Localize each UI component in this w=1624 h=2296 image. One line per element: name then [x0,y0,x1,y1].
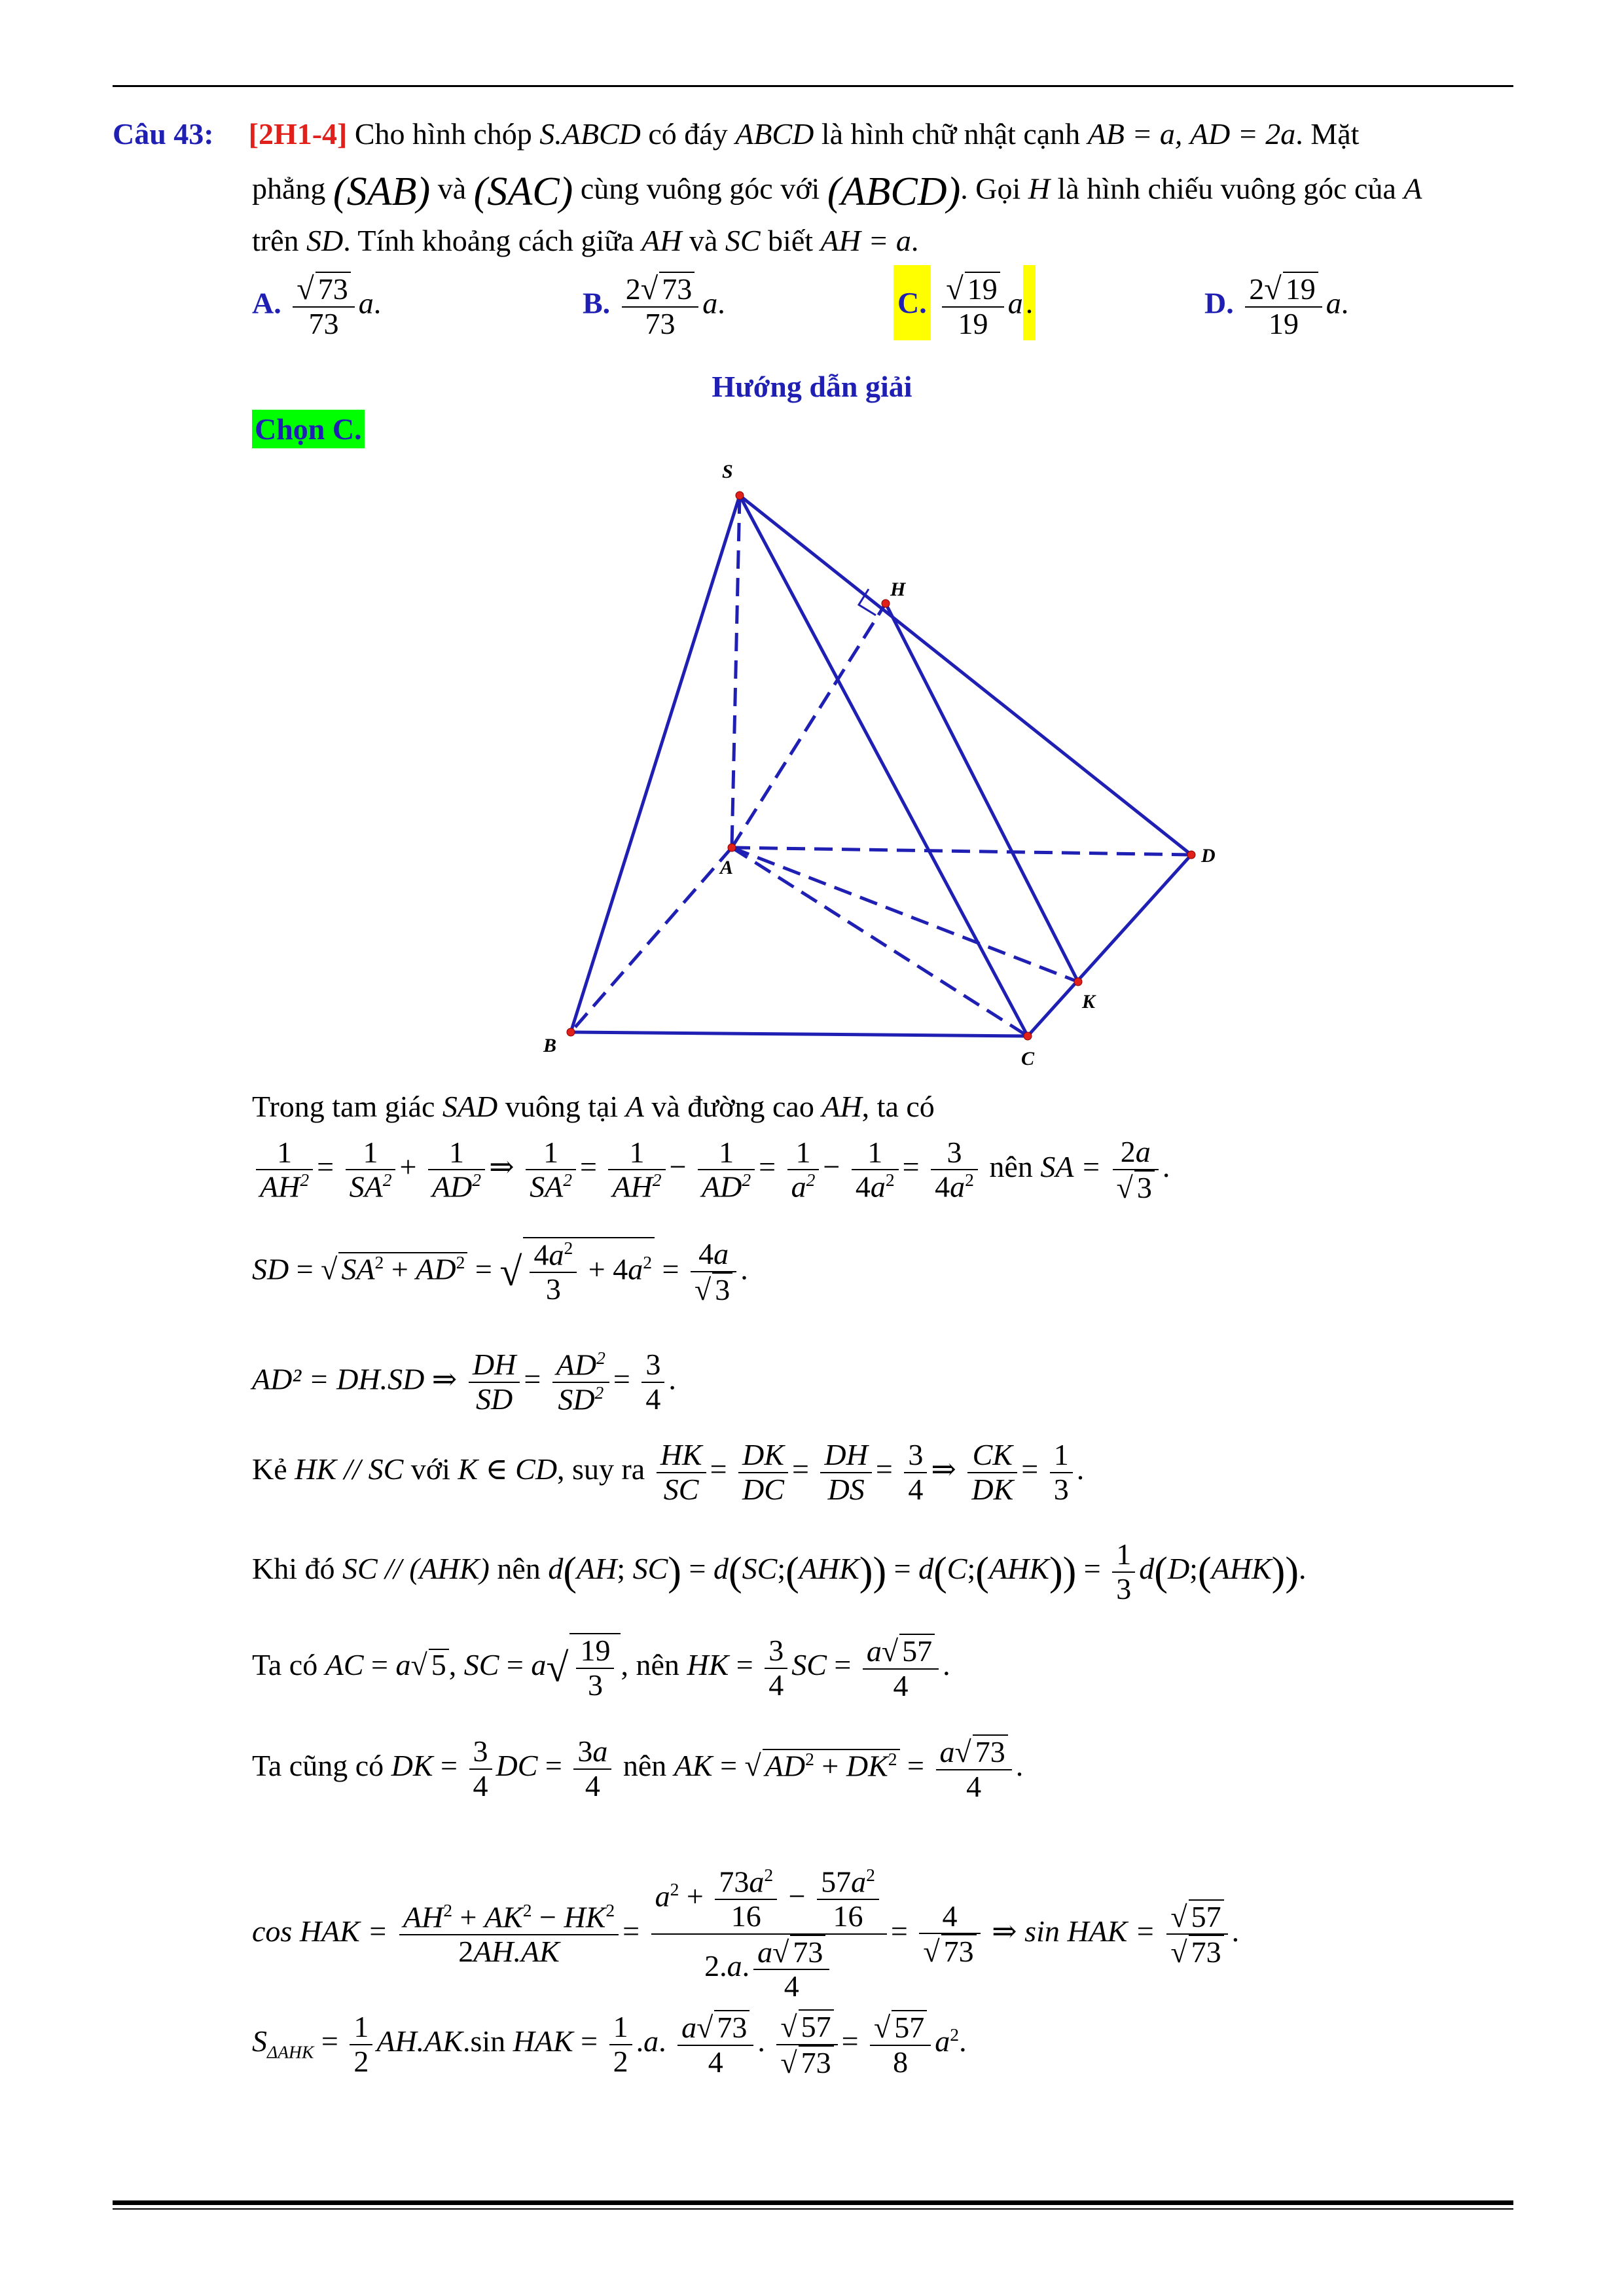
sol-text: , ta có [861,1090,935,1123]
option-var: a [1326,286,1341,320]
q-text: và [689,224,718,257]
q-text: biết [768,224,814,257]
sol-math: A [625,1090,644,1123]
label-H: H [890,579,906,600]
question-line-1 [113,119,1359,149]
solution-line-2: $\frac{1}{AH^2}$ = $\frac{1}{SA^2}$ + $\frac{1}{AD^2}$ ⇒ $\frac{1}{SA^2}$ = $\frac{1}{AH^2}$ − $\frac{1}{AD^2}$ = $\frac{1}{a^2}$ − $\frac{1}{4a^2}$ = $\frac{3}{4a^2}$ nên SA = $\frac{2a}{√ 3}$ . [252,1136,1170,1204]
solution-line-5: Kẻ HK // SC với K ∈ CD, suy ra $\frac{HK}{SC}$ = $\frac{DK}{DC}$ = $\frac{DH}{DS}$ = $\frac{3}{4}$ ⇒ $\frac{CK}{DK}$ = $\frac{1}{3}$ . [252,1438,1085,1506]
point-C [1024,1032,1032,1040]
q-math: AB = a, [1087,117,1183,151]
q-text: Cho hình chóp [354,117,532,151]
label-A: A [720,857,734,878]
solution-line-8: Ta cũng có DK = $\frac{3}{4}$ DC = $\frac{3a}{4}$ nên AK = √ $AD^2 + DK^2$ = $\frac{a√ 73}{4}$ . [252,1734,1024,1803]
q-text: là hình chiếu vuông góc của [1057,171,1396,206]
q-math: AH [641,224,682,257]
sol-math: SAD [442,1090,498,1123]
sol-text: nên [989,1150,1033,1184]
label-B: B [543,1035,557,1056]
option-fraction: $\frac{2√ 19}{19}$ [1245,272,1322,341]
option-fraction: $\frac{√ 73}{73}$ [293,272,355,341]
sol-math: ⇒ sin HAK = [992,1914,1155,1948]
edge-SA [732,495,740,848]
solution-line-9: cos HAK = $\frac{AH^2 + AK^2 - HK^2}{2AH.AK}$ = $a^2$ + $\frac{73a^2}{16}$ − $\frac{57a^2}{16}$ 2.a. $\frac{a√ 73}{4}$ = $\frac{4}{√ 73}$ ⇒ sin HAK = $\frac{√ 57}{√ 73}$ . [252,1865,1240,2003]
answer-label-wrap [252,414,365,444]
solution-line-3: SD = √ $SA^2 + AD^2$ = √ $\frac{4a^2}{3}$ + $4a^2$ = $\frac{4a}{√ 3}$ . [252,1237,748,1306]
bottom-rule [113,2200,1513,2205]
q-math: S.ABCD [539,117,641,151]
sol-math: ΔAHK [267,2041,314,2062]
q-text: . [911,224,919,257]
sol-text: Trong tam giác [252,1090,435,1123]
option-var: a [702,286,718,320]
q-text: trên [252,224,299,257]
point-H [882,600,890,607]
sol-text: Ta cũng có [252,1749,384,1783]
point-A [728,844,736,852]
sol-text: Ta có [252,1648,318,1682]
option-var: a [1007,286,1023,320]
option-letter: D. [1204,286,1234,320]
question-label: Câu 43: [113,117,214,151]
q-text: . Gọi [960,171,1021,206]
edge-AB [571,848,732,1032]
solution-line-7: Ta có AC = a√ 5, SC = a√ $\frac{19}{3}$ , nên HK = $\frac{3}{4}$ SC = $\frac{a√ 57}{4}$ . [252,1634,950,1702]
option-letter: C. [893,265,931,340]
sol-text: , suy ra [557,1452,645,1486]
sol-text: Kẻ [252,1452,287,1486]
sol-math: SC // (AHK) [342,1552,490,1586]
edge-CD [1028,855,1191,1036]
option-fraction: $\frac{2√ 73}{73}$ [622,272,699,341]
option-d: D. $\frac{2√ 19}{19}$ a. [1204,272,1349,341]
option-fraction: $\frac{√ 19}{19}$ [942,272,1004,341]
q-math: (SAB) [333,170,431,214]
q-text: là hình chữ nhật cạnh [821,117,1081,151]
edge-BC [571,1032,1028,1036]
solution-line-1 [252,1092,935,1122]
option-c: C. $\frac{√ 19}{19}$ a. [893,265,1036,370]
q-text: cùng vuông góc với [580,171,820,206]
sol-text: với [410,1452,450,1486]
sol-text: nên [623,1749,667,1783]
q-math: (ABCD) [827,170,961,214]
pyramid-figure [497,452,1257,1080]
edge-SB [571,495,740,1032]
question-tag: [2H1-4] [248,117,348,151]
edge-AK [732,848,1078,982]
edge-HK [886,603,1078,982]
label-D: D [1201,845,1216,867]
q-text: có đáy [648,117,728,151]
option-var: a [358,286,374,320]
sol-math: S [252,2024,267,2058]
sol-text: , nên [621,1648,679,1682]
sol-text: nên [497,1552,541,1586]
sol-math: AD² = DH.SD ⇒ [252,1362,458,1396]
sol-math: HK // SC [295,1452,404,1486]
sol-text: và đường cao [651,1090,814,1123]
label-C: C [1021,1048,1035,1069]
sol-math: AH [821,1090,862,1123]
solution-line-6: Khi đó SC // (AHK) nên d(AH; SC) = d(SC;(AHK)) = d(C;(AHK)) = $\frac{1}{3}$ d(D;(AHK)). [252,1537,1307,1605]
solution-line-10: $S_{\Delta AHK}$ = $\frac{1}{2}$ AH.AK.sin HAK = $\frac{1}{2}$ .a. $\frac{a√ 73}{4}$ . $\frac{√ 57}{√ 73}$ = $\frac{√ 57}{8}$ $a^2$. [252,2010,967,2079]
sol-text: vuông tại [505,1090,619,1123]
q-text: . Tính khoảng cách giữa [343,224,634,257]
q-math: AD = 2a [1189,117,1296,151]
edge-AD [732,848,1191,855]
point-K [1074,978,1082,986]
sol-text: Khi đó [252,1552,335,1586]
label-K: K [1082,991,1096,1013]
q-text: phẳng [252,171,326,206]
label-S: S [722,461,733,482]
q-math: H [1028,171,1051,206]
q-math: (SAC) [473,170,573,214]
solution-line-4: AD² = DH.SD ⇒ $\frac{DH}{SD}$ = $\frac{AD^2}{SD^2}$ = $\frac{3}{4}$ . [252,1348,676,1416]
option-letter: B. [583,286,611,320]
q-text: . Mặt [1295,117,1360,151]
sol-math: SA = [1040,1150,1102,1184]
edge-AC [732,848,1028,1036]
option-a: A. $\frac{√ 73}{73}$ a. [252,272,382,341]
top-rule [113,85,1513,87]
edge-SD [740,495,1191,855]
question-line-3 [252,226,918,256]
solution-heading: Hướng dẫn giải [712,370,912,403]
q-math: AH = a [820,224,911,257]
bottom-rule-thin [113,2208,1513,2210]
sol-math: cos HAK = [252,1914,388,1948]
q-math: SC [725,224,761,257]
q-math: SD [306,224,344,257]
q-math: A [1403,171,1422,206]
option-letter: A. [252,286,281,320]
option-b: B. $\frac{2√ 73}{73}$ a. [583,272,725,341]
answer-label: Chọn C. [252,410,365,448]
question-line-2 [252,171,1422,212]
point-S [736,492,744,499]
q-text: và [437,171,467,206]
sol-math: K ∈ CD [458,1452,558,1486]
point-D [1187,851,1195,859]
q-math: ABCD [735,117,814,151]
point-B [567,1028,575,1036]
